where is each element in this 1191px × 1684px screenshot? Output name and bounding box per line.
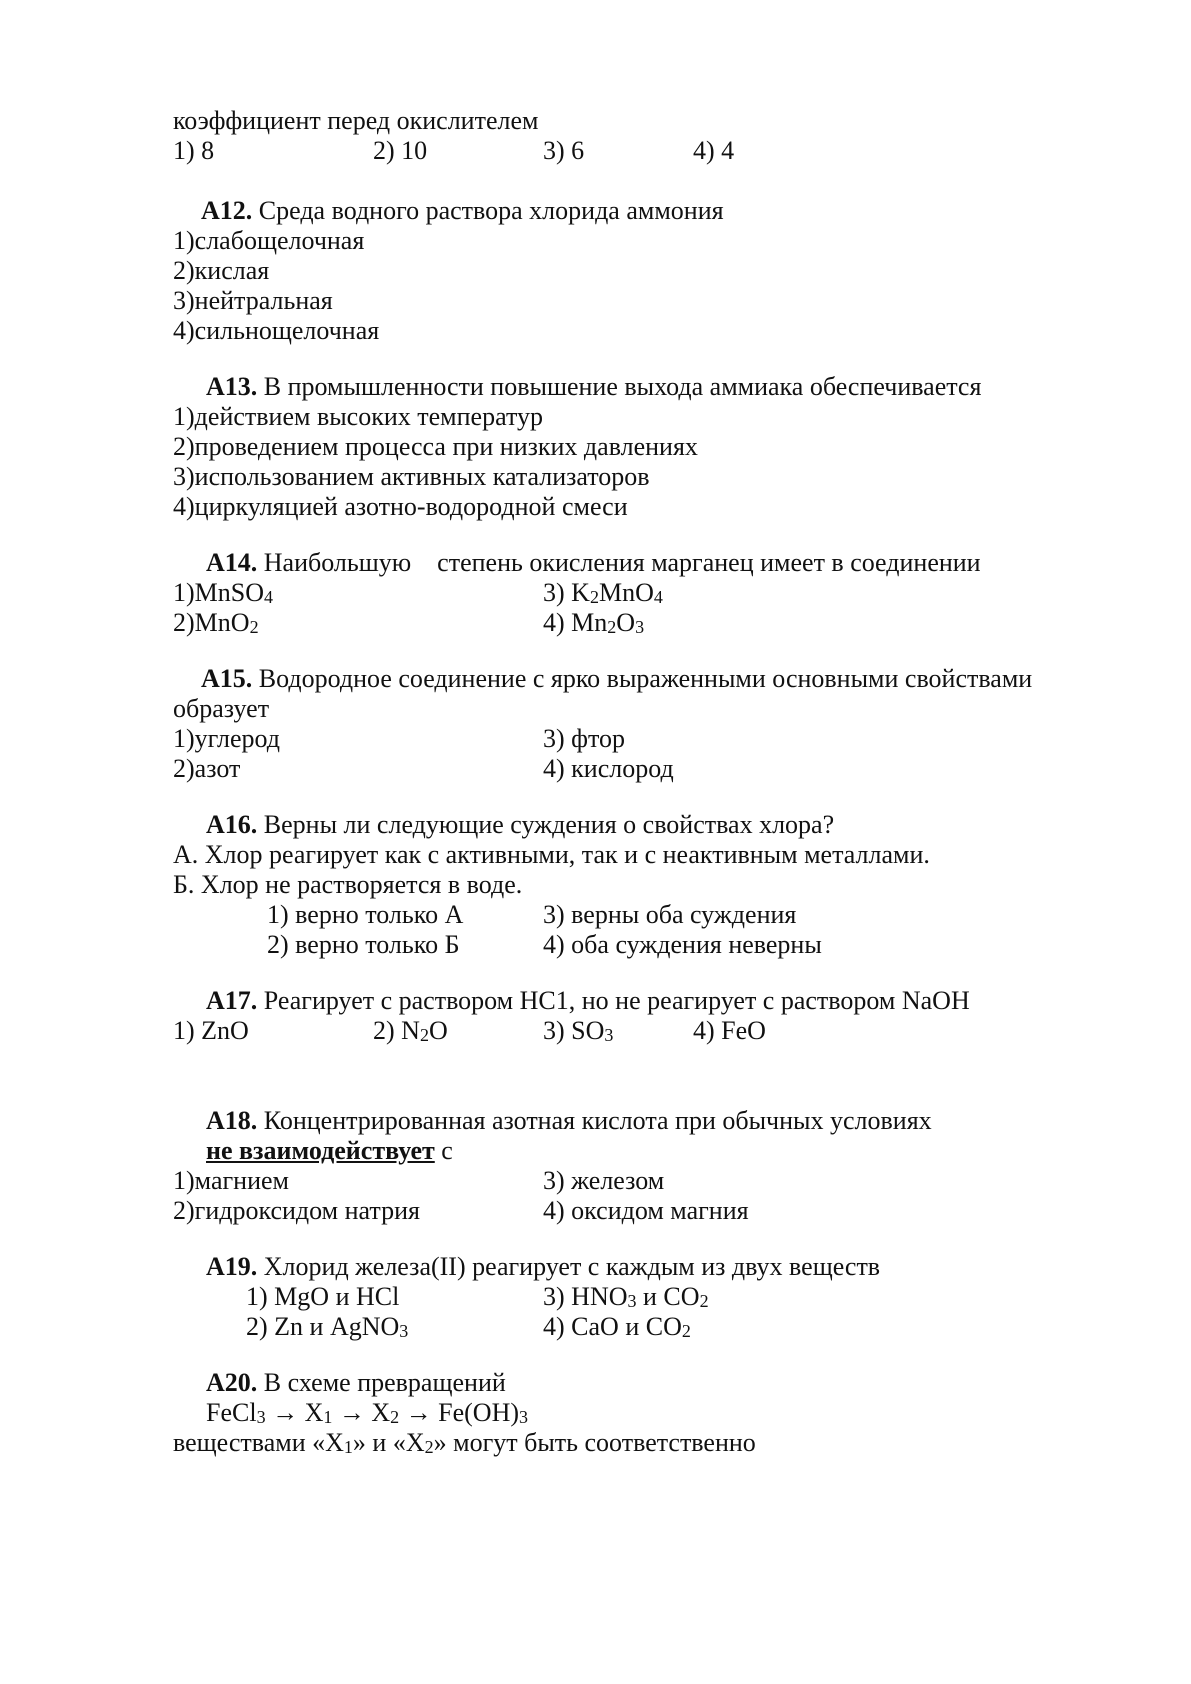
q17-question xyxy=(206,986,970,1016)
q17-option: 3) $SO_3$ xyxy=(543,1016,614,1045)
q15-option: 4) кислород xyxy=(543,754,674,783)
q12-option: 1)слабощелочная xyxy=(173,226,365,255)
q11-option-2: 2) 10 xyxy=(373,136,428,165)
q13-question xyxy=(206,372,981,402)
q20-scheme: FeCl$_3$ → $X_1 \to X_2 \to Fe(OH)_3$ xyxy=(206,1398,529,1427)
q15-option: 2)азот xyxy=(173,754,241,783)
q15-number: А15. xyxy=(201,664,253,693)
q18-option: 2)гидроксидом натрия xyxy=(173,1196,420,1225)
q18-option: 4) оксидом магния xyxy=(543,1196,749,1225)
q16-statement-a: А. Хлор реагирует как с активными, так и с неактивным металлами. xyxy=(173,840,930,869)
q20-text: В схеме превращений xyxy=(257,1368,506,1397)
q16-question xyxy=(206,810,834,840)
q15-option: 1)углерод xyxy=(173,724,281,753)
q15-option: 3) фтор xyxy=(543,724,626,753)
q18-text: Концентрированная азотная кислота при обычных условиях xyxy=(257,1106,932,1135)
q17-option: 4) FeO xyxy=(693,1016,766,1045)
q15-text-line2: образует xyxy=(173,694,270,723)
q20-question xyxy=(206,1368,506,1398)
q13-option: 4)циркуляцией азотно-водородной смеси xyxy=(173,492,628,521)
q16-option: 2) верно только Б xyxy=(267,930,460,959)
q12-question xyxy=(201,196,724,226)
q13-option: 2)проведением процесса при низких давлениях xyxy=(173,432,698,461)
q18-number: А18. xyxy=(206,1106,258,1135)
q11-tail: коэффициент перед окислителем xyxy=(173,106,539,135)
q17-option: 2) $N_2O$ xyxy=(373,1016,448,1045)
q14-question xyxy=(206,548,981,578)
q19-question xyxy=(206,1252,880,1282)
q19-number: А19. xyxy=(206,1252,258,1281)
q12-number: А12. xyxy=(201,196,253,225)
q15-text: Водородное соединение с ярко выраженными основными свойствами xyxy=(252,664,1033,693)
q16-option: 1) верно только А xyxy=(267,900,464,929)
q20-text-line3: веществами «$X_1$» и «$X_2$» могут быть соответственно xyxy=(173,1428,756,1457)
q11-option-1: 1) 8 xyxy=(173,136,215,165)
q14-option: 1)MnSO$_4$ xyxy=(173,578,274,607)
q19-option: 2) Zn и AgNO$_3$ xyxy=(246,1312,409,1341)
q13-option: 1)действием высоких температур xyxy=(173,402,543,431)
q17-number: А17. xyxy=(206,986,258,1015)
q16-number: А16. xyxy=(206,810,258,839)
q12-option: 2)кислая xyxy=(173,256,270,285)
q16-option: 3) верны оба суждения xyxy=(543,900,797,929)
q19-option: 3) $HNO_3$ и $CO_2$ xyxy=(543,1282,709,1311)
q17-text: Реагирует с раствором НС1, но не реагирует с раствором NaOH xyxy=(257,986,970,1015)
q18-option: 3) железом xyxy=(543,1166,665,1195)
q16-text: Верны ли следующие суждения о свойствах хлора? xyxy=(257,810,835,839)
q14-option: 3) $K_2MnO_4$ xyxy=(543,578,663,607)
q11-option-4: 4) 4 xyxy=(693,136,735,165)
q19-text: Хлорид железа(II) реагирует с каждым из двух веществ xyxy=(257,1252,881,1281)
q17-option: 1) ZnO xyxy=(173,1016,249,1045)
q19-option: 1) MgO и HCl xyxy=(246,1282,400,1311)
q18-emphasis: не взаимодействует xyxy=(206,1136,435,1165)
q19-option: 4) CaO и $CO_2$ xyxy=(543,1312,691,1341)
q20-number: А20. xyxy=(206,1368,258,1397)
q11-option-3: 3) 6 xyxy=(543,136,585,165)
q14-option: 2)MnO$_2$ xyxy=(173,608,259,637)
q16-statement-b: Б. Хлор не растворяется в воде. xyxy=(173,870,523,899)
q13-text: В промышленности повышение выхода аммиака обеспечивается xyxy=(257,372,982,401)
q18-question xyxy=(206,1106,932,1136)
q15-question xyxy=(201,664,1032,694)
q12-option: 4)сильнощелочная xyxy=(173,316,380,345)
q12-text: Среда водного раствора хлорида аммония xyxy=(252,196,724,225)
q13-option: 3)использованием активных катализаторов xyxy=(173,462,650,491)
q12-option: 3)нейтральная xyxy=(173,286,333,315)
q13-number: А13. xyxy=(206,372,258,401)
q14-number: А14. xyxy=(206,548,258,577)
q16-option: 4) оба суждения неверны xyxy=(543,930,822,959)
q14-option: 4) $Mn_2O_3$ xyxy=(543,608,645,637)
q18-question-line2: не взаимодействует с xyxy=(206,1136,453,1165)
q14-text: Наибольшую степень окисления марганец имеет в соединении xyxy=(257,548,981,577)
q18-option: 1)магнием xyxy=(173,1166,289,1195)
